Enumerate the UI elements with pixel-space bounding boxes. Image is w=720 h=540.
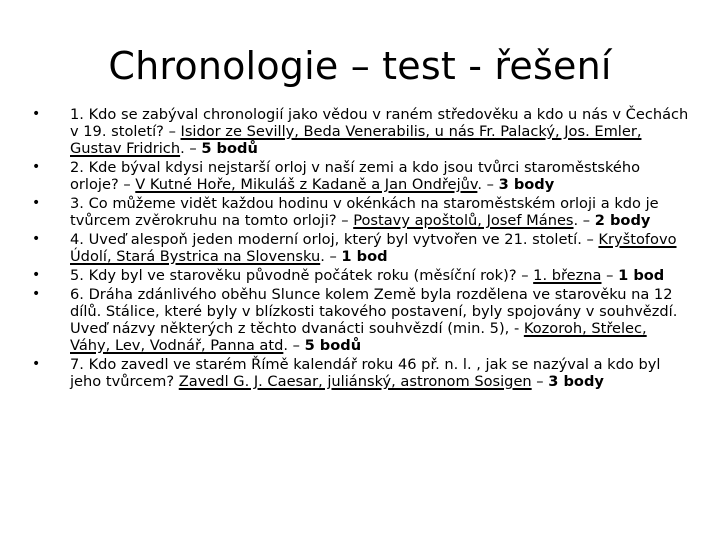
question-text: 5. Kdy byl ve starověku původně počátek roku (měsíční rok)? –: [70, 267, 534, 284]
answer-text: Isidor ze Sevilly, Beda Venerabilis, u nás Fr. Palacký, Jos. Emler, Gustav Fridrich: [70, 123, 642, 157]
slide-title: Chronologie – test - řešení: [108, 44, 612, 88]
points-text: 5 bodů: [201, 140, 258, 157]
bullet-icon: •: [32, 159, 41, 175]
list-item: [32, 286, 690, 354]
answer-text: Zavedl G. J. Caesar, juliánský, astronom Sosigen: [178, 373, 532, 390]
list-item: [32, 231, 690, 265]
points-text: 2 body: [594, 212, 651, 229]
points-text: 3 body: [548, 373, 604, 390]
points-text: 3 body: [498, 176, 555, 193]
bullet-icon: •: [32, 356, 41, 372]
list-item: [32, 356, 690, 390]
answer-text: Kozoroh, Střelec, Váhy, Lev, Vodnář, Panna atd: [70, 320, 647, 354]
list-item: [32, 267, 690, 284]
question-text: 1. Kdo se zabýval chronologií jako vědou v raném středověku a kdo u nás v Čechách v 19. století? –: [70, 106, 689, 140]
bullet-icon: •: [32, 231, 41, 247]
answer-text: Kryštofovo Údolí, Stará Bystrica na Slovensku: [70, 231, 677, 265]
separator-text: . –: [283, 337, 305, 354]
separator-text: . –: [320, 248, 342, 265]
points-text: 1 bod: [341, 248, 388, 265]
list-item: [32, 106, 690, 157]
separator-text: . –: [477, 176, 499, 193]
answer-list: [32, 106, 690, 390]
question-text: 7. Kdo zavedl ve starém Římě kalendář roku 46 př. n. l. , jak se nazýval a kdo byl jeho tvůrcem?: [70, 356, 661, 390]
list-item: [32, 159, 690, 193]
bullet-icon: •: [32, 106, 41, 122]
separator-text: . –: [573, 212, 595, 229]
bullet-icon: •: [32, 286, 41, 302]
answer-text: 1. března: [533, 267, 602, 284]
question-text: 2. Kde býval kdysi nejstarší orloj v naší zemi a kdo jsou tvůrci staroměstského orloje? –: [70, 159, 641, 193]
separator-text: –: [531, 373, 549, 390]
list-item: [32, 195, 690, 229]
bullet-icon: •: [32, 267, 41, 283]
points-text: 5 bodů: [304, 337, 362, 354]
question-text: 6. Dráha zdánlivého oběhu Slunce kolem Země byla rozdělena ve starověku na 12 dílů. Stálice, které byly v blízkosti takového postavení, byly spojovány v souhvězdí. Uveď názvy některých z těchto dvanácti souhvězdí (min. 5), -: [70, 286, 678, 337]
bullet-icon: •: [32, 195, 41, 211]
question-text: 4. Uveď alespoň jeden moderní orloj, který byl vytvořen ve 21. století. –: [70, 231, 599, 248]
separator-text: . –: [180, 140, 202, 157]
answer-text: Postavy apoštolů, Josef Mánes: [353, 212, 574, 229]
answer-text: V Kutné Hoře, Mikuláš z Kadaně a Jan Ondřejův: [135, 176, 478, 193]
question-text: 3. Co můžeme vidět každou hodinu v okénkách na staroměstském orloji a kdo je tvůrcem zvěrokruhu na tomto orloji? –: [70, 195, 659, 229]
points-text: 1 bod: [618, 267, 665, 284]
separator-text: –: [601, 267, 619, 284]
